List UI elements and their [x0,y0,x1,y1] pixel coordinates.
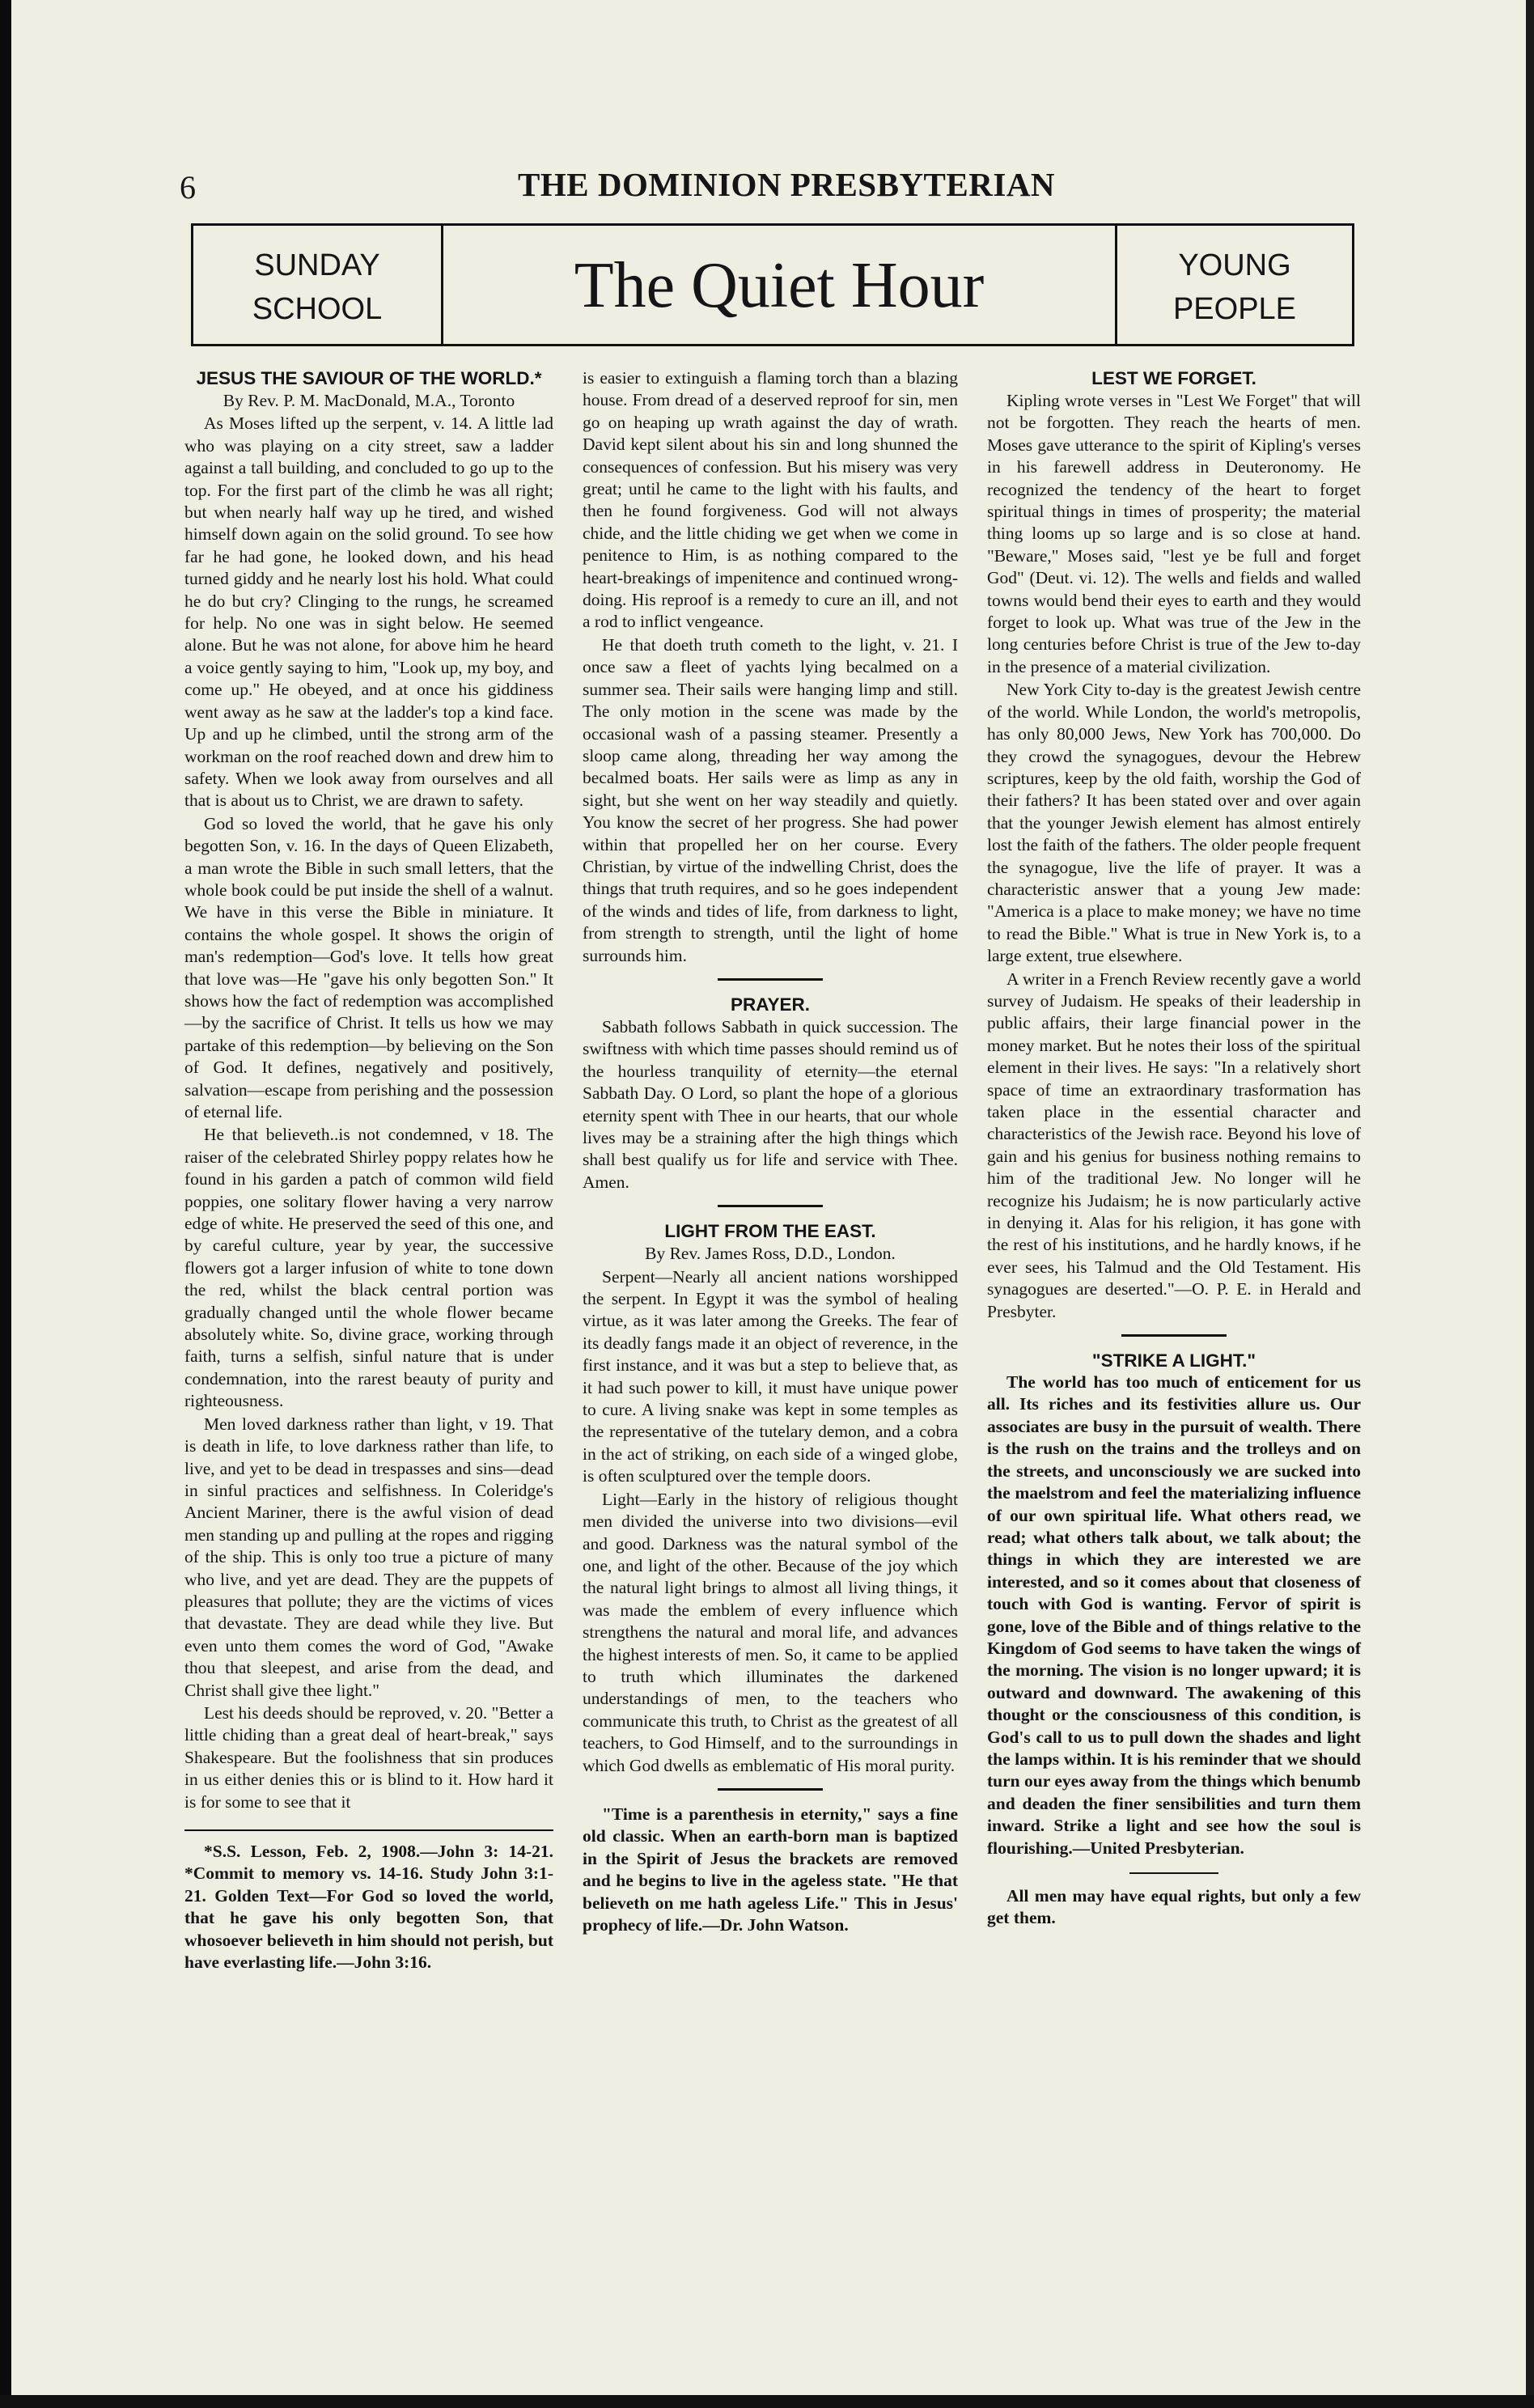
footnote-divider [184,1829,553,1831]
paragraph: Serpent—Nearly all ancient nations worshipped the serpent. In Egypt it was the symbol of healing virtue, as it was later among the Greeks. The fear of its deadly fangs made it an object of reverence, in the first instance, and it was but a step to believe that, as it had such power to kill, it must have unique power to cure. A living snake was kept in some temples as the representative of the tutelary demon, and a cobra in the act of striking, on each side of a winged globe, is often sculptured over the temple doors. [583,1266,958,1486]
article-heading-saviour: JESUS THE SAVIOUR OF THE WORLD.* [196,368,542,388]
closing-line: All men may have equal rights, but only a few get them. [987,1886,1361,1928]
paragraph: He that believeth..is not condemned, v 18. The raiser of the celebrated Shirley poppy relates how he found in his garden a patch of common wild field poppies, one solitary flower having a very narrow edge of white. He preserved the seed of this one, and by careful culture, year by year, the successive flowers got a larger infusion of white to tone down the red, whilst the black central portion was gradually changed until the whole flower became absolutely white. So, divine grace, working through faith, turns a selfish, sinful nature that is under condemnation, into the rarest beauty of purity and righteousness. [184,1125,553,1411]
banner-right-box [1115,226,1352,344]
section-divider [718,1788,823,1791]
paragraph: is easier to extinguish a flaming torch than a blazing house. From dread of a deserved reproof for sin, men go on heaping up wrath against the day of wrath. David kept silent about his sin and long shunned the consequences of confession. But his misery was very great; until he came to the light with his faults, and then he found forgiveness. God will not always chide, and the little chiding we get when we come in penitence to Him, is as nothing compared to the heart-breakings of impenitence and continued wrong-doing. His reproof is a remedy to cure an ill, and not a rod to inflict vengeance. [583,368,958,632]
article-heading-light: LIGHT FROM THE EAST. [664,1221,876,1242]
paragraph: Lest his deeds should be reproved, v. 20. "Better a little chiding than a great deal of heart-break," says Shakespeare. But the foolishness that sin produces in us either denies this or is blind to it. How hard it is for some to see that it [184,1702,553,1812]
scan-border-left [0,0,11,2408]
article-heading-lest: LEST WE FORGET. [1091,368,1256,388]
column-right [987,367,1361,1930]
paragraph: Sabbath follows Sabbath in quick succession. The swiftness with which time passes should remind us of the hourless tranquility of eternity—the eternal Sabbath Day. O Lord, so plant the hope of a glorious eternity spent with Thee in our hearts, that our whole lives may be a straining after the high things which shall best qualify us for life and service with Thee. Amen. [583,1016,958,1192]
banner-right-line2: PEOPLE [1172,292,1297,326]
paragraph: Light—Early in the history of religious thought men divided the universe into two divisions—evil and good. Darkness was the natural symbol of the one, and light of the other. Because of the joy which the natural light brings to almost all living things, it was made the emblem of every influence which strengthens the natural and moral life, and advances the highest interests of men. So, it came to be applied to truth which illuminates the darkened understandings of men, to the teachers who communicate this truth, to Christ as the greatest of all teachers, to God Himself, and to the surroundings in which God dwells as emblematic of His moral purity. [583,1489,958,1775]
running-head: THE DOMINION PRESBYTERIAN [518,166,1056,203]
quote-block [583,1804,958,1936]
banner-left-line1: SUNDAY [254,248,380,282]
paragraph: God so loved the world, that he gave his only begotten Son, v. 16. In the days of Queen Elizabeth, a man wrote the Bible in such small letters, that the whole book could be put inside the shell of a walnut. We have in this verse the Bible in miniature. It contains the whole gospel. It shows the origin of man's redemption—God's love. It tells how great that love was—He "gave his only begotten Son." It shows how the fact of redemption was accomplished—by the sacrifice of Christ. It tells us how we may partake of this redemption—by believing on the Son of God. It defines, negatively and positively, salvation—escape from perishing and the possession of eternal life. [184,813,553,1121]
article-heading-strike: "STRIKE A LIGHT." [1091,1350,1256,1371]
article-byline-macdonald: By Rev. P. M. MacDonald, M.A., Toronto [222,391,515,410]
paragraph: The world has too much of enticement for us all. Its riches and its festivities allure us. Our associates are busy in the pursuit of wealth. There is the rush on the trains and the trolleys and on the streets, and unconsciously we are sucked into the maelstrom and feel the materializing influence of our own spiritual life. What others read, we read; what others talk about, we talk about; the things in which they are interested we are interested, and so it comes about that closeness of touch with God is wanting. Fervor of spirit is gone, love of the Bible and of things relative to the Kingdom of God seems to have taken the wings of the morning. The vision is no longer upward; it is outward and downward. The awakening of this thought or the consciousness of this condition, is God's call to us to pull down the shades and light the lamps within. It is his reminder that we should turn our eyes away from the things which benumb and deaden the finer sensibilities and turn them inward. Strike a light and see how the soul is flourishing.—United Presbyterian. [987,1372,1361,1858]
banner-left-box [193,226,443,344]
paragraph: New York City to-day is the greatest Jewish centre of the world. While London, the world's metropolis, has only 80,000 Jews, New York has 700,000. Do they crowd the synagogues, devour the Hebrew scriptures, keep by the old faith, worship the God of their fathers? It has been stated over and over again that the younger Jewish element has almost entirely lost the faith of the fathers. The older people frequent the synagogue, live the life of prayer. It was a characteristic answer that a young Jew made: "America is a place to make money; we have no time to read the Bible." What is true in New York is, to a large extent, true elsewhere. [987,680,1361,966]
banner-right-line1: YOUNG [1178,248,1291,282]
quote-text: "Time is a parenthesis in eternity," says a fine old classic. When an earth-born man is baptized in the Spirit of Jesus the brackets are removed and he begins to live in the ageless state. "He that believeth on me hath ageless Life." This in Jesus' prophecy of life.—Dr. John Watson. [583,1804,958,1935]
section-banner [191,223,1354,346]
lesson-footnote [184,1841,553,1973]
section-divider [1121,1334,1227,1337]
paragraph: As Moses lifted up the serpent, v. 14. A little lad who was playing on a city street, saw a ladder against a tall building, and concluded to go up to the top. For the first part of the climb he was all right; but when nearly half way up he tired, and wished himself down again on the solid ground. To see how far he had gone, he looked down, and his head turned giddy and he nearly lost his hold. What could he do but cry? Clinging to the rungs, he screamed for help. No one was in sight below. He seemed alone. But he was not alone, for above him he heard a voice gently saying to him, "Look up, my boy, and come up." He obeyed, and at once his giddiness went away as he saw at the ladder's top a kind face. Up and up he climbed, until the strong arm of the workman on the roof reached down and drew him to safety. When we look away from ourselves and all that is about us to Christ, we are drawn to safety. [184,413,553,811]
column-middle [583,367,958,1936]
page-number: 6 [180,169,196,206]
footnote-text: *S.S. Lesson, Feb. 2, 1908.—John 3: 14-21. *Commit to memory vs. 14-16. Study John 3:1-21. Golden Text—For God so loved the world, that he gave his only begotten Son, that whosoever believeth in him should not perish, but have everlasting life.—John 3:16. [184,1842,553,1973]
paragraph: A writer in a French Review recently gave a world survey of Judaism. He speaks of their leadership in public affairs, their large financial power in the money market. But he notes their loss of the spiritual element in their lives. He says: "In a relatively short space of time an extraordinary trasformation has taken place in the essential character and characteristics of the Jewish race. Beyond his love of gain and his genius for business nothing remains to him of the traditional Jew. No longer will he recognize his Judaism; he is now particularly active in denying it. Alas for his religion, it has gone with the rest of his institutions, and he hardly knows, if he ever sees, his Talmud and the Old Testament. His synagogues are deserted."—O. P. E. in Herald and Presbyter. [987,969,1361,1321]
banner-left-line2: SCHOOL [252,292,383,326]
article-byline-ross: By Rev. James Ross, D.D., London. [645,1244,896,1264]
closing-block [987,1885,1361,1930]
paragraph: Kipling wrote verses in "Lest We Forget" that will not be forgotten. They reach the hearts of men. Moses gave utterance to the spirit of Kipling's verses in his farewell address in Deuteronomy. He recognized the tendency of the heart to forget spiritual things in times of prosperity; the material thing looms up so large and is so close at hand. "Beware," Moses said, "lest ye be full and forget God" (Deut. vi. 12). The wells and fields and walled towns would bend their eyes to earth and they would forget to look up. What was true of the Jew in the long centuries before Christ is true of the Jew to-day in the presence of a material civilization. [987,391,1361,676]
section-divider [718,978,823,981]
article-heading-prayer: PRAYER. [731,994,810,1015]
section-divider [1129,1872,1218,1874]
scan-border-bottom [0,2395,1534,2408]
banner-title: The Quiet Hour [574,250,985,321]
scan-border-right [1526,0,1534,2408]
strike-body [987,1371,1361,1859]
section-divider [718,1205,823,1207]
column-left [184,367,553,1973]
paragraph: He that doeth truth cometh to the light, v. 21. I once saw a fleet of yachts lying becalmed on a summer sea. Their sails were hanging limp and still. The only motion in the scene was made by the occasional wash of a passing steamer. Presently a sloop came along, threading her way among the becalmed boats. Her sails were as limp as any in sight, but she went on her way steadily and quietly. You know the secret of her progress. She had power within that propelled her on her course. Every Christian, by virtue of the indwelling Christ, does the things that truth requires, and so he goes independent of the winds and tides of life, from darkness to light, from strength to strength, until the light of home surrounds him. [583,634,958,965]
paragraph: Men loved darkness rather than light, v 19. That is death in life, to love darkness rather than life, to live, and yet to be dead in trespasses and sins—dead in sinful practices and selfishness. In Coleridge's Ancient Mariner, there is the awful vision of dead men standing up and pulling at the ropes and rigging of the ship. This is only too true a picture of many who live, and yet are dead. They are the puppets of pleasures that pollute; they are the victims of vices that devastate. They are dead while they live. But even unto them comes the word of God, "Awake thou that sleepest, and arise from the dead, and Christ shall give thee light." [184,1414,553,1700]
